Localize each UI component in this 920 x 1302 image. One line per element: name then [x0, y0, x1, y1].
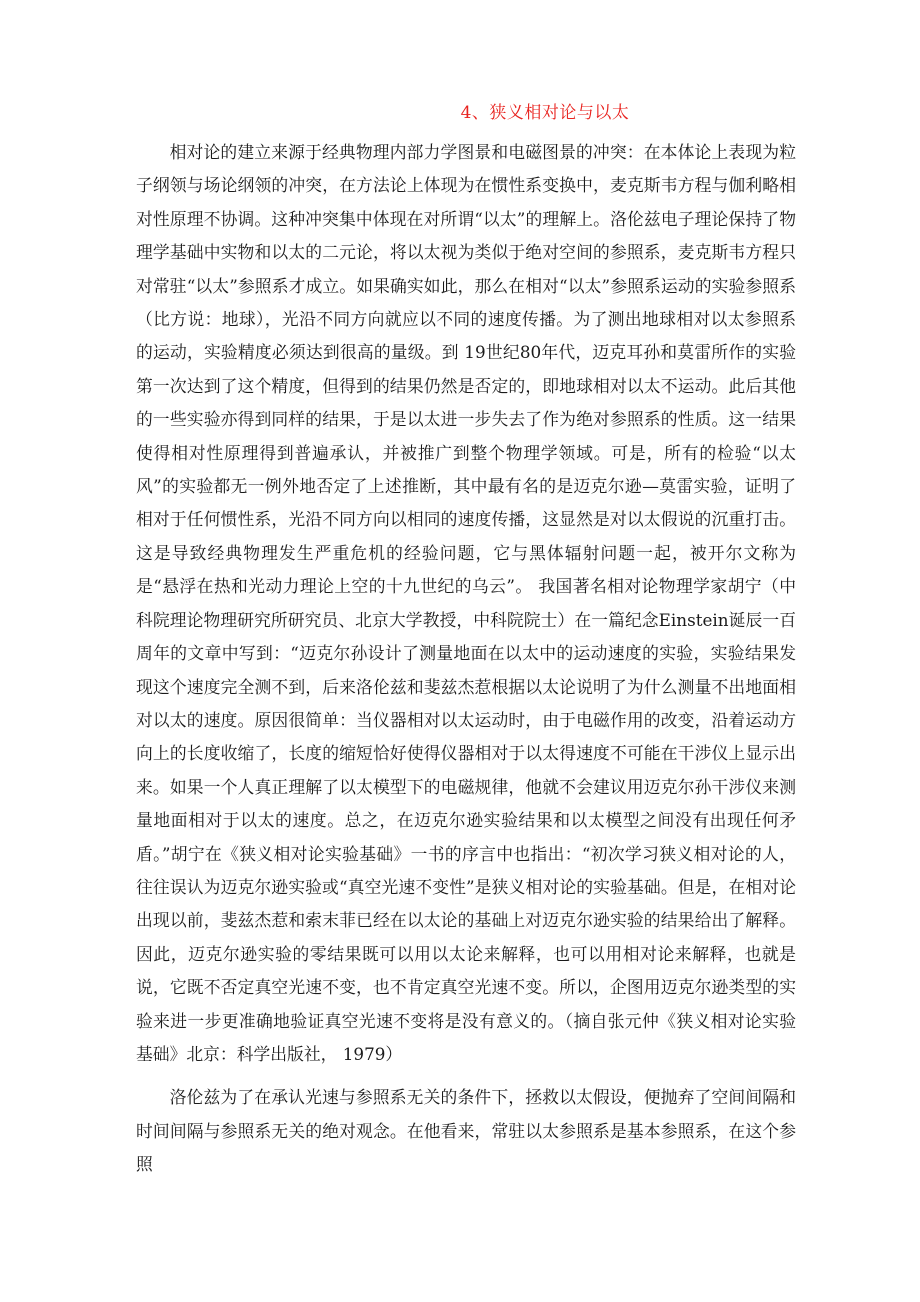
section-title: 4、狭义相对论与以太	[460, 103, 630, 123]
paragraph: 洛伦兹为了在承认光速与参照系无关的条件下，拯救以太假设，便抛弃了空间间隔和时间间隔与参照系无关的绝对观念。在他看来，常驻以太参照系是基本参照系，在这个参照	[136, 1087, 796, 1175]
document-body	[136, 136, 796, 1182]
paragraph: 相对论的建立来源于经典物理内部力学图景和电磁图景的冲突：在本体论上表现为粒子纲领与场论纲领的冲突，在方法论上体现为在惯性系变换中，麦克斯韦方程与伽利略相对性原理不协调。这种冲突集中体现在对所谓“以太”的理解上。洛伦兹电子理论保持了物理学基础中实物和以太的二元论，将以太视为类似于绝对空间的参照系，麦克斯韦方程只对常驻“以太”参照系才成立。如果确实如此，那么在相对“以太”参照系运动的实验参照系（比方说：地球），光沿不同方向就应以不同的速度传播。为了测出地球相对以太参照系的运动，实验精度必须达到很高的量级。到 19世纪80年代，迈克耳孙和莫雷所作的实验第一次达到了这个精度，但得到的结果仍然是否定的，即地球相对以太不运动。此后其他的一些实验亦得到同样的结果，于是以太进一步失去了作为绝对参照系的性质。这一结果使得相对性原理得到普遍承认，并被推广到整个物理学领域。可是，所有的检验“以太风”的实验都无一例外地否定了上述推断，其中最有名的是迈克尔逊—莫雷实验，证明了相对于任何惯性系，光沿不同方向以相同的速度传播，这显然是对以太假说的沉重打击。这是导致经典物理发生严重危机的经验问题，它与黑体辐射问题一起，被开尔文称为是“悬浮在热和光动力理论上空的十九世纪的乌云”。 我国著名相对论物理学家胡宁（中科院理论物理研究所研究员、北京大学教授，中科院院士）在一篇纪念Einstein诞辰一百周年的文章中写到：“迈克尔孙设计了测量地面在以太中的运动速度的实验，实验结果发现这个速度完全测不到，后来洛伦兹和斐兹杰惹根据以太论说明了为什么测量不出地面相对以太的速度。原因很简单：当仪器相对以太运动时，由于电磁作用的改变，沿着运动方向上的长度收缩了，长度的缩短恰好使得仪器相对于以太得速度不可能在干涉仪上显示出来。如果一个人真正理解了以太模型下的电磁规律，他就不会建议用迈克尔孙干涉仪来测量地面相对于以太的速度。总之，在迈克尔逊实验结果和以太模型之间没有出现任何矛盾。”胡宁在《狭义相对论实验基础》一书的序言中也指出：“初次学习狭义相对论的人，往往误认为迈克尔逊实验或“真空光速不变性”是狭义相对论的实验基础。但是，在相对论出现以前，斐兹杰惹和索末菲已经在以太论的基础上对迈克尔逊实验的结果给出了解释。因此，迈克尔逊实验的零结果既可以用以太论来解释，也可以用相对论来解释，也就是说，它既不否定真空光速不变，也不肯定真空光速不变。所以，企图用迈克尔逊类型的实验来进一步更准确地验证真空光速不变将是没有意义的。（摘自张元仲《狭义相对论实验基础》北京：科学出版社， 1979）	[136, 142, 796, 1064]
